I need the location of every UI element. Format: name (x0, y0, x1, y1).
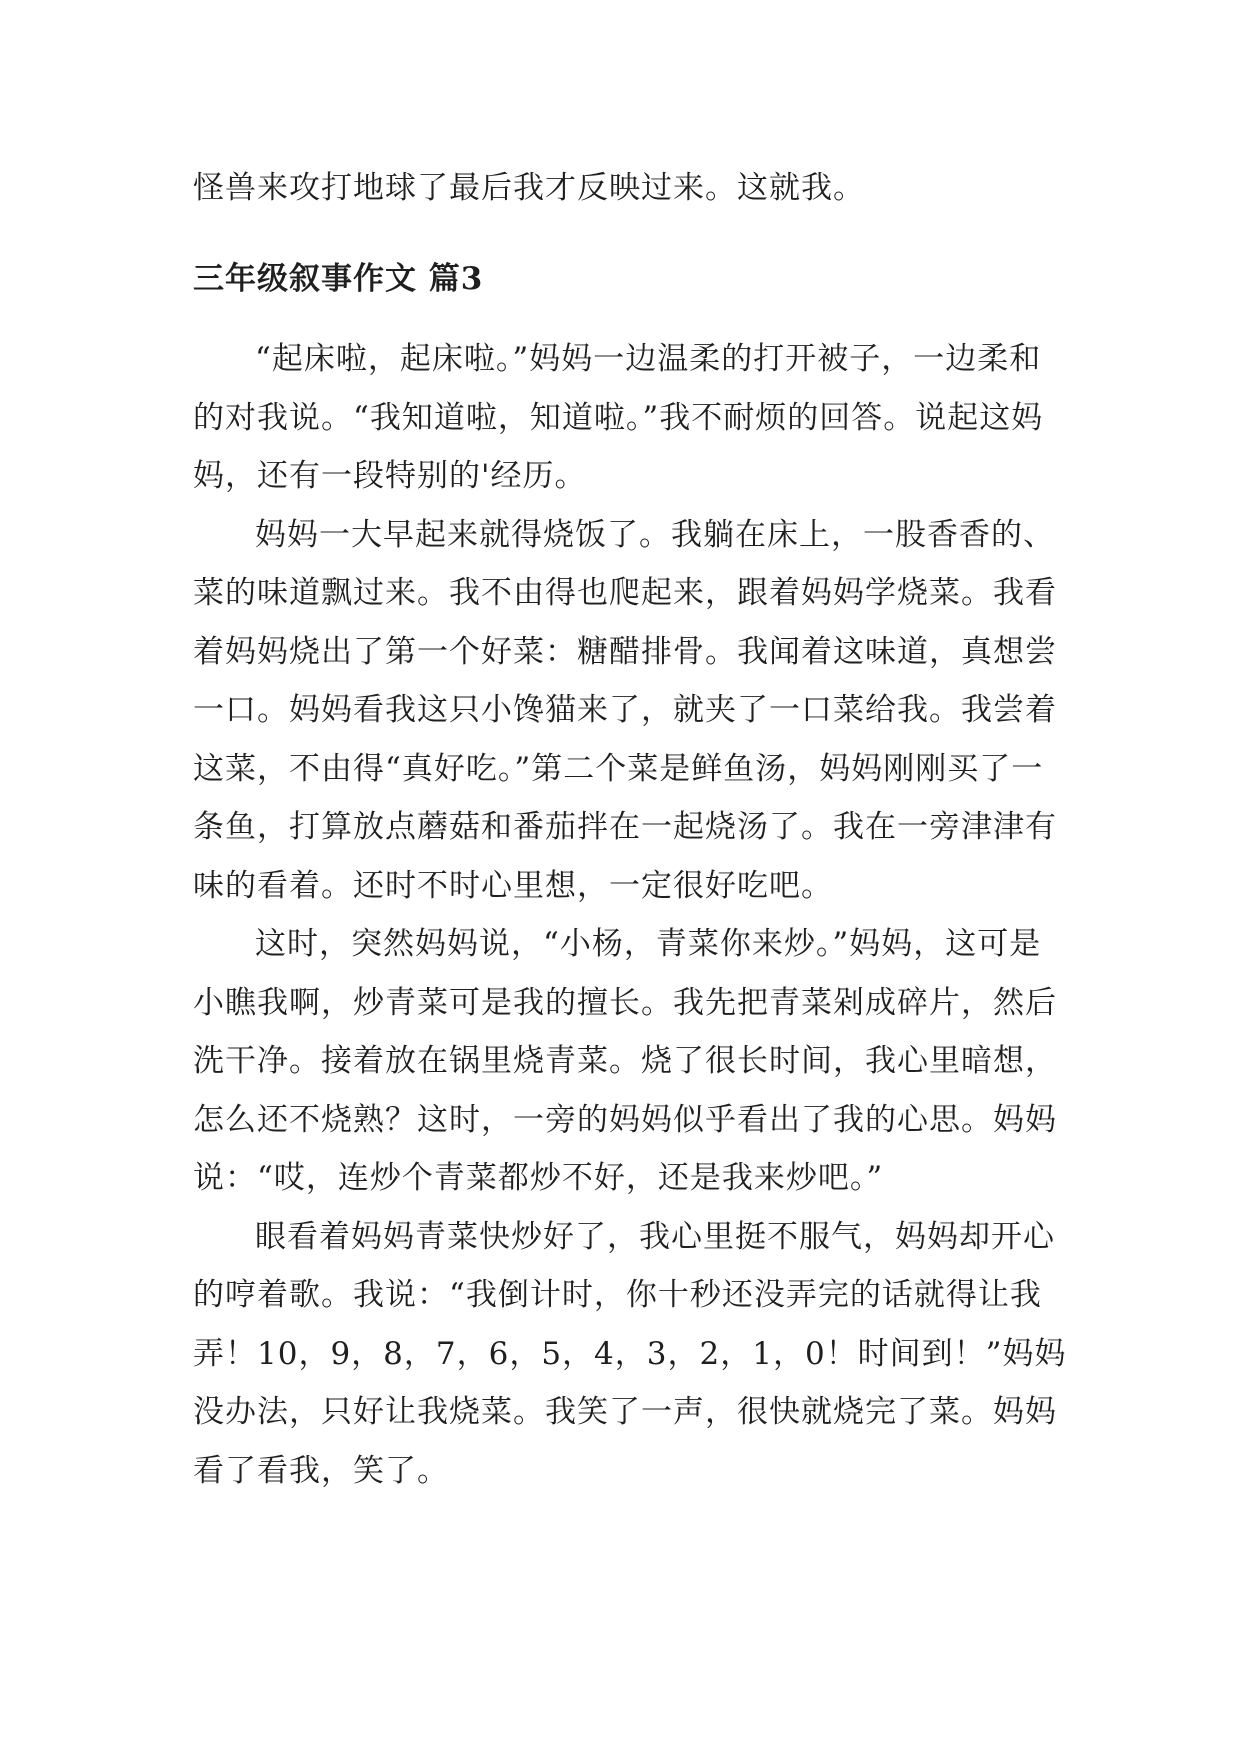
section-heading: 三年级叙事作文 篇3 (193, 261, 484, 297)
essay-body (193, 330, 1073, 1500)
essay-paragraph: 妈妈一大早起来就得烧饭了。我躺在床上，一股香香的、菜的味道飘过来。我不由得也爬起来，跟着妈妈学烧菜。我看着妈妈烧出了第一个好菜：糖醋排骨。我闻着这味道，真想尝一口。妈妈看我这只小馋猫来了，就夹了一口菜给我。我尝着这菜，不由得“真好吃。”第二个菜是鲜鱼汤，妈妈刚刚买了一条鱼，打算放点蘑菇和番茄拌在一起烧汤了。我在一旁津津有味的看着。还时不时心里想，一定很好吃吧。 (193, 516, 1057, 904)
essay-paragraph: “起床啦，起床啦。”妈妈一边温柔的打开被子，一边柔和的对我说。“我知道啦，知道啦。”我不耐烦的回答。说起这妈妈，还有一段特别的'经历。 (193, 341, 1044, 494)
essay-paragraph: 眼看着妈妈青菜快炒好了，我心里挺不服气，妈妈却开心的哼着歌。我说：“我倒计时，你十秒还没弄完的话就得让我弄！10，9，8，7，6，5，4，3，2，1，0！时间到！”妈妈没办法，只好让我烧菜。我笑了一声，很快就烧完了菜。妈妈看了看我，笑了。 (193, 1218, 1067, 1489)
essay-paragraph: 这时，突然妈妈说，“小杨，青菜你来炒。”妈妈，这可是小瞧我啊，炒青菜可是我的擅长。我先把青菜剁成碎片，然后洗干净。接着放在锅里烧青菜。烧了很长时间，我心里暗想，怎么还不烧熟？这时，一旁的妈妈似乎看出了我的心思。妈妈说：“哎，连炒个青菜都炒不好，还是我来炒吧。” (193, 926, 1057, 1196)
previous-essay-ending: 怪兽来攻打地球了最后我才反映过来。这就我。 (193, 170, 865, 206)
